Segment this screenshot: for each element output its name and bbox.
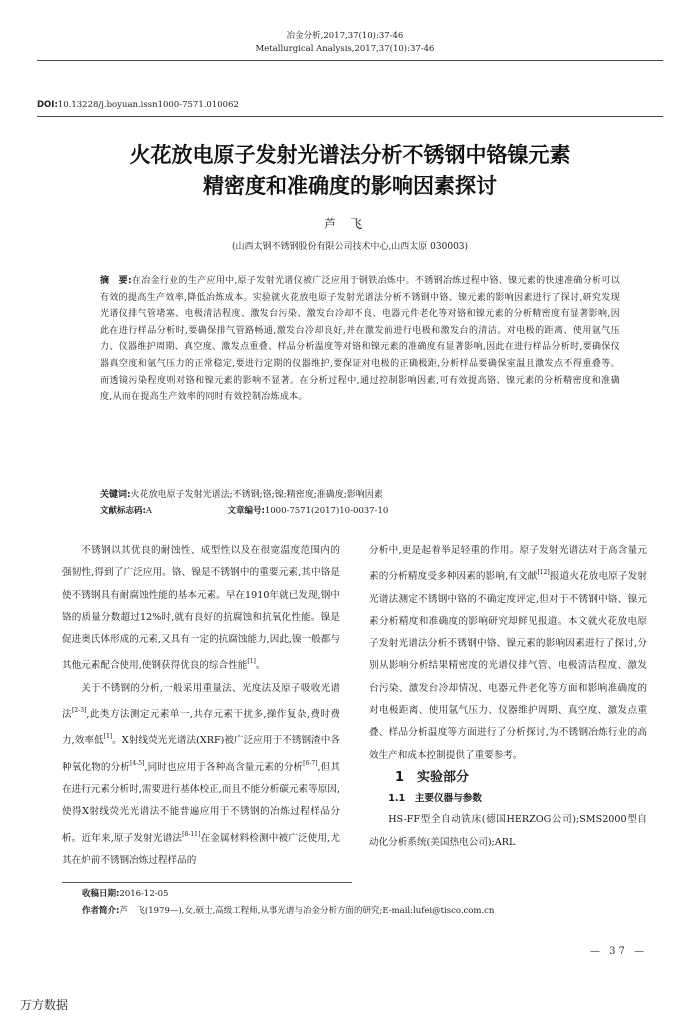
classification-line <box>100 504 620 518</box>
doi <box>37 100 239 110</box>
citation: [1] <box>247 658 256 666</box>
text-run: 在金属材料检测中被广泛使用,尤其在炉前不锈钢冶炼过程样品的 <box>62 832 340 866</box>
paragraph <box>62 540 340 678</box>
text-run: 报道火花放电原子发射光谱法测定不锈钢中铬的不确定度评定,但对于不锈钢中铬、镍元素分析精度和准确度的影响研究却鲜见报道。本文就火花放电原子发射光谱法分析不锈钢中铬、镍元素的影响因素进行了探讨,分别从影响分析结果精密度的光谱仪排气管、电极清洁程度、激发台污染、激发台冷却情况、电器元件老化等方面和影响准确度的对电极距离、使用氩气压力、仪器维护周期、真空度、激发点重叠、样品分析温度等方面进行了分析探讨,为不锈钢冶炼行业的高效生产和成本控制提供了重要参考。 <box>369 571 647 761</box>
affiliation: (山西太钢不锈钢股份有限公司技术中心,山西太原 030003) <box>231 242 469 252</box>
article-no: 1000-7571(2017)10-0037-10 <box>264 506 389 516</box>
doi-rule <box>37 116 663 117</box>
section-heading: 1 实验部分 <box>395 769 470 785</box>
subsection-heading: 1.1 主要仪器与参数 <box>388 793 482 805</box>
watermark: 万方数据 <box>20 998 69 1012</box>
doc-code-label: 文献标志码: <box>100 506 146 516</box>
article-no-label: 文章编号: <box>227 506 265 516</box>
paragraph <box>62 678 340 872</box>
text-run: 不锈钢以其优良的耐蚀性、成型性以及在很宽温度范围内的强韧性,得到了广泛应用。铬、镍是不锈钢中的重要元素,其中铬是使不锈钢具有耐腐蚀性能的基本元素。早在1910年就已发现,钢中铬的质量分数超过12%时,就有良好的抗腐蚀和抗氧化性能。镍是促进奥氏体形成的元素,又具有一定的抗腐蚀能力,因此,镍一般都与其他元素配合使用,使钢获得优良的综合性能 <box>62 545 340 672</box>
abstract <box>100 273 620 406</box>
paragraph: HS-FF型全自动铣床(德国HERZOG公司);SMS2000型自动化分析系统(美国热电公司);ARL <box>369 814 647 848</box>
header-rule <box>37 60 663 61</box>
citation: [4-5] <box>130 759 145 767</box>
citation: [1] <box>103 733 113 741</box>
text-run: ,同时也应用于各种高含量元素的分析 <box>144 761 304 773</box>
footnote-rule <box>62 882 352 883</box>
keywords <box>100 487 620 503</box>
title-line-1: 火花放电原子发射光谱法分析不锈钢中铬镍元素 <box>129 143 571 167</box>
body-right-column <box>369 540 647 854</box>
paragraph <box>369 540 647 767</box>
received-label: 收稿日期: <box>82 889 120 899</box>
journal-citation-cn: 冶金分析,2017,37(10):37-46 <box>286 31 404 41</box>
citation: [8-11] <box>182 830 201 838</box>
author: 芦飞 <box>323 217 376 231</box>
page-number: — 37 — <box>590 946 648 957</box>
abstract-text: 在冶金行业的生产应用中,原子发射光谱仪被广泛应用于钢铁冶炼中。不锈钢冶炼过程中铬、镍元素的快速准确分析可以有效的提高生产效率,降低冶炼成本。实验就火花放电原子发射光谱法分析不锈钢中铬、镍元素的影响因素进行了探讨,研究发现光谱仪排气管堵塞、电极清洁程度、激发台污染、激发台冷却不良、电器元件老化等对铬和镍元素的分析精密度有显著影响,因此在进行样品分析时,要确保排气管路畅通,激发台冷却良好,并在激发前进行电极和激发台的清洁。对电极的距离、使用氩气压力、仪器维护周期、真空度、激发点重叠、样品分析温度等对铬和镍元素的准确度有显著影响,因此在进行样品分析时,要确保仪器真空度和氩气压力的正常稳定,要进行定期的仪器维护,要保证对电极的正确极距,分析样品要确保室温且激发点不得重叠等。而透镜污染程度则对铬和镍元素的影响不显著。在分析过程中,通过控制影响因素,可有效提高铬、镍元素的分析精密度和准确度,从而在提高生产效率的同时有效控制冶炼成本。 <box>100 276 620 403</box>
doi-value: 10.13228/j.boyuan.issn1000-7571.010062 <box>57 100 239 110</box>
bio-label: 作者简介: <box>82 906 120 916</box>
abstract-label: 摘 要: <box>100 276 132 286</box>
body-left-column <box>62 540 340 872</box>
doc-code: A <box>145 506 153 516</box>
keywords-label: 关键词: <box>100 490 131 500</box>
text-run: 。X射线荧光光谱法(XRF)被广泛应用于不锈钢渣中各种氧化物的分析 <box>62 735 340 773</box>
journal-citation-en: Metallurgical Analysis,2017,37(10):37-46 <box>255 44 435 54</box>
text-run: 分析中,更是起着举足轻重的作用。原子发射光谱法对于高含量元素的分析精度受多种因素的影响,有文献 <box>369 545 647 583</box>
author-bio <box>82 903 494 919</box>
text-run: ,但其在进行元素分析时,需要进行基体校正,而且不能分析碳元素等原因,使得X射线荧光光谱法不能普遍应用于不锈钢的冶炼过程样品分析。近年来,原子发射光谱法 <box>62 761 340 844</box>
received-value: 2016-12-05 <box>119 889 169 899</box>
text-run: 关于不锈钢的分析,一般采用重量法、光度法及原子吸收光谱法 <box>62 682 340 721</box>
keywords-text: 火花放电原子发射光谱法;不锈钢;铬;镍;精密度;准确度;影响因素 <box>130 490 383 500</box>
citation: [6-7] <box>303 759 318 767</box>
citation: [2-3] <box>72 707 87 715</box>
title-line-2: 精密度和准确度的影响因素探讨 <box>203 174 497 198</box>
received-date <box>82 886 168 902</box>
bio-text: 芦 飞(1979—),女,硕士,高级工程师,从事光谱与冶金分析方面的研究;E-mail:lufei@tisco.com.cn <box>119 906 495 916</box>
text-run: ,此类方法测定元素单一,共存元素干扰多,操作复杂,费时费力,效率低 <box>62 709 341 747</box>
text-run: 。 <box>255 660 266 672</box>
citation: [12] <box>537 569 550 577</box>
doi-label: DOI: <box>37 100 58 110</box>
